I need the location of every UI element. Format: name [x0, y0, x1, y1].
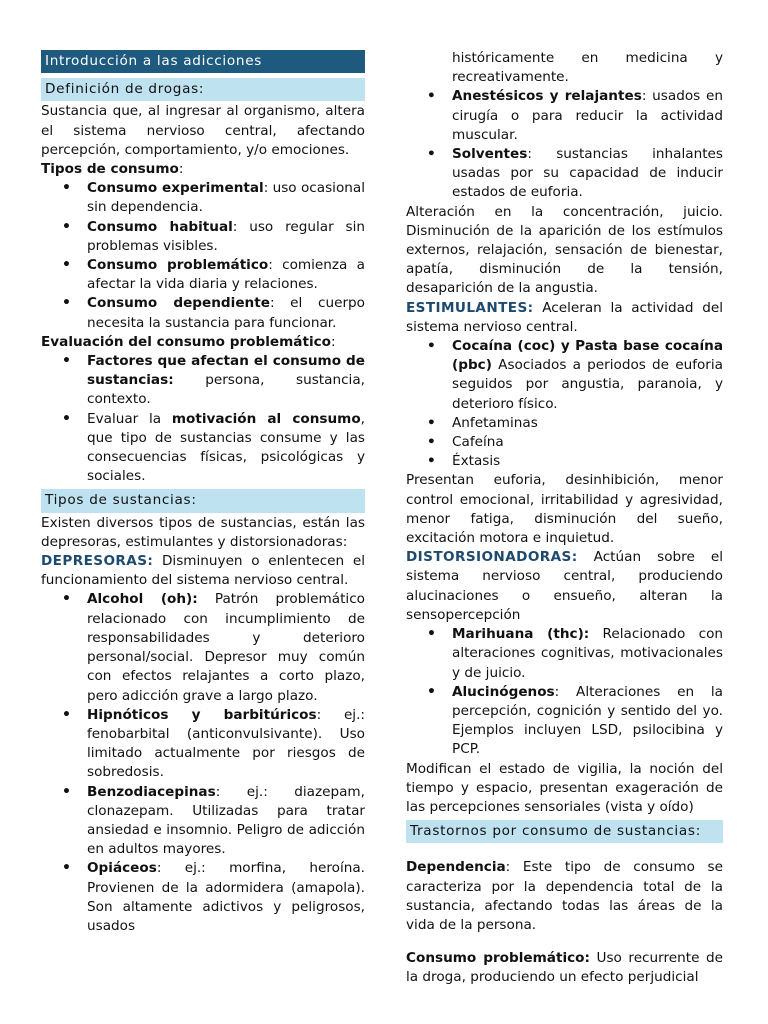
list-item: • Evaluar la motivación al consumo, que tipo de sustancias consume y las consecuencias físicas, psicológicas y sociales.: [87, 410, 365, 487]
list-item: • Consumo dependiente: el cuerpo necesita la sustancia para funcionar.: [87, 294, 365, 332]
list-item: • Éxtasis: [452, 452, 723, 471]
tipos-consumo-list: [41, 179, 365, 333]
section-header-trastornos: Trastornos por consumo de sustancias:: [406, 820, 723, 843]
definicion-text: Sustancia que, al ingresar al organismo, altera el sistema nervioso central, afectando percepción, comportamiento, y/o emociones.: [41, 103, 365, 158]
evaluacion-heading: Evaluación del consumo problemático:: [41, 333, 336, 350]
consumo-problematico-text: Consumo problemático: Uso recurrente de la droga, produciendo un efecto perjudicial: [406, 950, 724, 986]
list-item: • Consumo habitual: uso regular sin problemas visibles.: [87, 218, 365, 256]
list-item: • Hipnóticos y barbitúricos: ej.: fenobarbital (anticonvulsivante). Uso limitado actualmente por riesgos de sobredosis.: [87, 706, 365, 783]
list-item: • Alucinógenos: Alteraciones en la percepción, cognición y sentido del yo. Ejemplos incluyen LSD, psilocibina y PCP.: [452, 683, 723, 760]
list-item: • Consumo problemático: comienza a afectar la vida diaria y relaciones.: [87, 256, 365, 294]
estimulantes-effects: Presentan euforia, desinhibición, menor control emocional, irritabilidad y agresividad, menor fatiga, disminución del sueño, excitación motora e inquietud.: [406, 472, 723, 547]
document-title: Introducción a las adicciones: [41, 50, 365, 73]
depresoras-effects: Alteración en la concentración, juicio. Disminución de la aparición de los estímulos externos, relajación, sensación de bienestar, apatía, disminución de la tensión, desaparición de la angustia.: [406, 203, 723, 297]
left-column: [41, 50, 365, 936]
distorsionadoras-effects: Modifican el estado de vigilia, la noción del tiempo y espacio, presentan exageración de las percepciones sensoriales (vista y oído): [406, 760, 723, 815]
list-item: • Benzodiacepinas: ej.: diazepam, clonazepam. Utilizadas para tratar ansiedad e insomnio. Peligro de adicción en adultos mayores.: [87, 783, 365, 860]
tipos-sustancias-text: Existen diversos tipos de sustancias, están las depresoras, estimulantes y distorsionadoras:: [41, 514, 365, 550]
tipos-consumo-heading: Tipos de consumo:: [41, 161, 184, 178]
section-header-tipos-sustancias: Tipos de sustancias:: [41, 489, 365, 512]
list-item: • Anestésicos y relajantes: usados en cirugía o para reducir la actividad muscular.: [452, 87, 723, 145]
depresoras-list: [41, 590, 365, 936]
estimulantes-list: [406, 337, 723, 471]
list-item: • Solventes: sustancias inhalantes usadas por su capacidad de inducir estados de euforia.: [452, 145, 723, 203]
dependencia-text: Dependencia: Este tipo de consumo se caracteriza por la dependencia total de la sustancia, afectando todas las áreas de la vida de la persona.: [406, 859, 723, 933]
list-item: • Cafeína: [452, 433, 723, 452]
depresoras-continued-list: [406, 49, 723, 203]
list-item: • Marihuana (thc): Relacionado con alteraciones cognitivas, motivacionales y de juicio.: [452, 625, 723, 683]
list-item-continued: históricamente en medicina y recreativamente.: [452, 50, 723, 86]
evaluacion-list: [41, 352, 365, 486]
distorsionadoras-intro: DISTORSIONADORAS: Actúan sobre el sistema nervioso central, produciendo alucinaciones o ensueño, alteran la sensopercepción: [406, 549, 723, 623]
distorsionadoras-list: [406, 625, 723, 759]
list-item: • Factores que afectan el consumo de sustancias: persona, sustancia, contexto.: [87, 352, 365, 410]
list-item: • Alcohol (oh): Patrón problemático relacionado con incumplimiento de responsabilidades y deterioro personal/social. Depresor muy común con efectos relajantes a corto plazo, pero adicción grave a largo plazo.: [87, 590, 365, 705]
right-column: [406, 49, 723, 988]
section-header-definicion: Definición de drogas:: [41, 78, 365, 101]
list-item: • Anfetaminas: [452, 414, 723, 433]
depresoras-intro: DEPRESORAS: Disminuyen o enlentecen el funcionamiento del sistema nervioso central.: [41, 553, 365, 589]
list-item: • Cocaína (coc) y Pasta base cocaína (pbc) Asociados a periodos de euforia seguidos por angustia, paranoia, y deterioro físico.: [452, 337, 723, 414]
list-item: • Consumo experimental: uso ocasional sin dependencia.: [87, 179, 365, 217]
estimulantes-intro: ESTIMULANTES: Aceleran la actividad del sistema nervioso central.: [406, 299, 723, 335]
list-item: • Opiáceos: ej.: morfina, heroína. Provienen de la adormidera (amapola). Son altamente adictivos y peligrosos, usados: [87, 859, 365, 936]
